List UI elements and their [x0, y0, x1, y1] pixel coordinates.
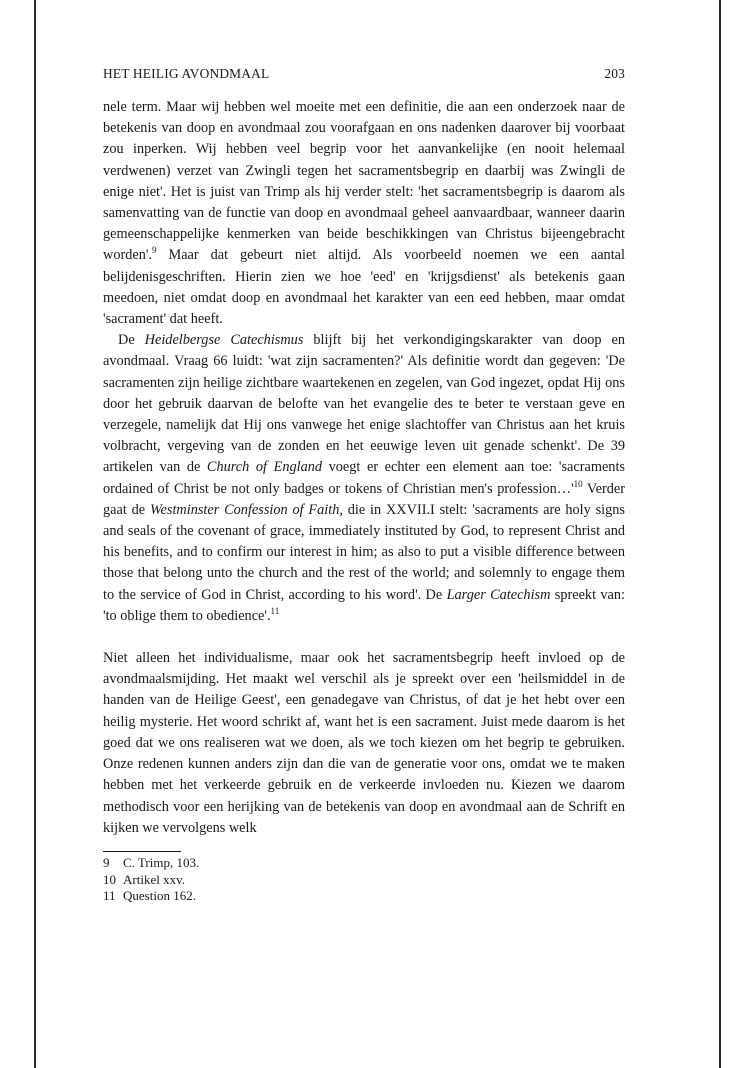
page-binding-edge-right: [719, 0, 721, 1068]
paragraph-2: [103, 330, 625, 627]
paragraph-2-text-a: De: [118, 332, 145, 349]
running-head-title: HET HEILIG AVONDMAAL: [103, 66, 270, 81]
footnote-text: Question 162.: [123, 888, 196, 904]
paragraph-1: [103, 97, 625, 330]
footnote-divider: [103, 851, 181, 852]
paragraph-1-text-b: Maar dat gebeurt niet altijd. Als voorbeeld noemen we een aantal belijdenisgeschriften. Hierin zien we hoe 'eed' en 'krijgsdienst' als betekenis gaan meedoen, niet omdat doop en avondmaal het karakter van een eed hebben, maar omdat 'sacrament' dat heeft.: [103, 247, 625, 328]
footnote-ref-9: 9: [152, 245, 157, 256]
running-head: [103, 66, 625, 82]
footnote-ref-10: 10: [573, 478, 583, 489]
footnote-ref-11: 11: [270, 606, 280, 617]
paragraph-2-text-f: spreekt van: 'to oblige them to obedience'.: [103, 586, 625, 624]
paragraph-1-text-a: nele term. Maar wij hebben wel moeite met een definitie, die aan een onderzoek naar de betekenis van doop en avondmaal zou voorafgaan en ons nadenken daarover bij voorbaat zou inperken. Wij hebben veel begrip voor het aanvankelijke (en nooit helemaal verdwenen) verzet van Zwingli tegen het sacramentsbegrip en daarbij was Zwingli de enige niet'. Het is juist van Trimp als hij verder stelt: 'het sacramentsbegrip is daarom als samenvatting van de functie van doop en avondmaal geheel aanvaardbaar, wanneer daarin gemeenschappelijke kenmerken van beide beschikkingen van Christus bijeengebracht worden'.: [103, 99, 625, 264]
title-heidelbergse-catechismus: Heidelbergse Catechismus: [144, 332, 304, 349]
body-text: [103, 97, 625, 839]
page-binding-edge-left: [34, 0, 36, 1068]
footnote: [103, 855, 625, 872]
paragraph-2-text-c: voegt er echter een element aan toe: 'sacraments ordained of Christ be not only badges or tokens of Christian men's profession…': [103, 459, 625, 497]
footnote-number: 11: [103, 888, 116, 904]
footnote: [103, 872, 625, 889]
paragraph-2-text-b: blijft bij het verkondigingskarakter van doop en avondmaal. Vraag 66 luidt: 'wat zijn sacramenten?' Als definitie wordt dan gegeven: 'De sacramenten zijn heilige zichtbare waartekenen en zegelen, van God ingezet, opdat Hij ons door het gebruik daarvan de belofte van het evangelie des te beter te verstaan geve en verzegele, namelijk dat Hij ons vanwege het enige slachtoffer van Christus aan het kruis volbracht, vergeving van de zonden en het eeuwige leven uit genade schenkt'. De 39 artikelen van de: [103, 332, 625, 476]
section-gap: [103, 627, 625, 648]
paragraph-3: [103, 648, 625, 839]
paragraph-2-text-d: Verder gaat de: [103, 480, 626, 518]
paragraph-3-text: Niet alleen het individualisme, maar ook het sacramentsbegrip heeft invloed op de avondmaalsmijding. Het maakt wel verschil als je spreekt over een 'heilsmiddel in de handen van de Heilige Geest', een genadegave van Christus, of dat je het hebt over een heilig mysterie. Het woord schrikt af, want het is een sacrament. Juist mede daarom is het goed dat we ons realiseren wat we doen, als we toch kiezen om het begrip te gebruiken. Onze redenen kunnen anders zijn dan die van de generatie voor ons, omdat we te maken hebben met het verkeerde gebruik en de verkeerde invloeden nu. Kiezen we daarom methodisch voor een herijking van de betekenis van doop en avondmaal aan de Schrift en kijken we vervolgens welk: [103, 650, 625, 836]
page-number: 203: [604, 66, 625, 81]
footnotes: [103, 855, 625, 905]
footnote-text: Artikel xxv.: [123, 871, 185, 887]
footnote-number: 9: [103, 854, 110, 870]
footnote: [103, 888, 625, 905]
footnote-number: 10: [103, 871, 116, 887]
title-larger-catechism: Larger Catechism: [446, 586, 551, 603]
book-page: [103, 66, 625, 905]
footnote-text: C. Trimp, 103.: [123, 854, 200, 870]
title-church-of-england: Church of England: [206, 459, 323, 476]
title-westminster-confession: Westminster Confession of Faith,: [149, 501, 343, 518]
paragraph-2-text-e: die in XXVII.I stelt: 'sacraments are holy signs and seals of the covenant of grace, immediately instituted by God, to represent Christ and his benefits, and to confirm our interest in him; as also to put a visible difference between those that belong unto the church and the rest of the world; and solemnly to engage them to the service of God in Christ, according to his word'. De: [103, 501, 625, 603]
